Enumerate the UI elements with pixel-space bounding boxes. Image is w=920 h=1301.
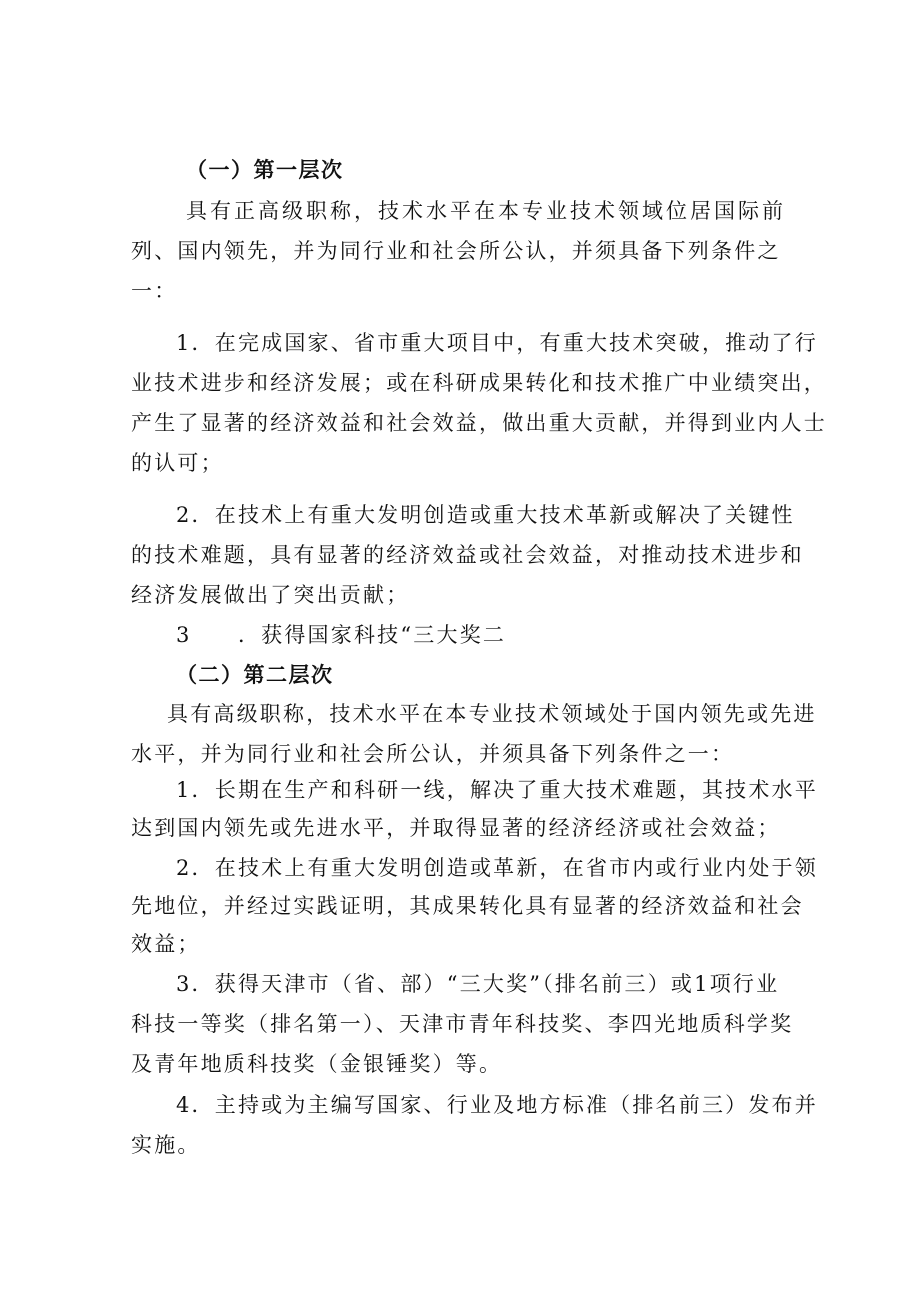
section2-intro-line-2: 水平，并为同行业和社会所公认，并须具备下列条件之一： xyxy=(131,742,735,766)
section2-heading: （二）第二层次 xyxy=(176,663,334,687)
section1-item1-line-1: 1．在完成国家、省市重大项目中，有重大技术突破，推动了行 xyxy=(176,331,818,355)
section1-item3-line-1: 3 ．获得国家科技“三大奖二 xyxy=(176,623,507,647)
section1-intro-line-3: 一： xyxy=(131,279,178,303)
section2-item1-line-2: 达到国内领先或先进水平，并取得显著的经济经济或社会效益； xyxy=(131,816,781,840)
section1-heading: （一）第一层次 xyxy=(186,158,344,182)
section1-item1-line-4: 的认可； xyxy=(131,451,224,475)
section1-item1-line-3: 产生了显著的经济效益和社会效益，做出重大贡献，并得到业内人士 xyxy=(131,411,827,435)
section1-item1-line-2: 业技术进步和经济发展；或在科研成果转化和技术推广中业绩突出， xyxy=(131,371,827,395)
section1-item2-line-1: 2．在技术上有重大发明创造或重大技术革新或解决了关键性 xyxy=(176,503,795,527)
section2-item1-line-1: 1．长期在生产和科研一线，解决了重大技术难题，其技术水平 xyxy=(176,778,818,802)
section2-item3-line-2: 科技一等奖（排名第一）、天津市青年科技奖、李四光地质科学奖 xyxy=(131,1012,794,1036)
section2-item4-line-1: 4．主持或为主编写国家、行业及地方标准（排名前三）发布并 xyxy=(176,1093,818,1117)
section2-item4-line-2: 实施。 xyxy=(131,1133,201,1157)
section1-intro-line-2: 列、国内领先，并为同行业和社会所公认，并须具备下列条件之 xyxy=(131,239,781,263)
section2-item3-line-1: 3．获得天津市（省、部）“三大奖”（排名前三）或1项行业 xyxy=(176,972,780,996)
section2-item2-line-2: 先地位，并经过实践证明，其成果转化具有显著的经济效益和社会 xyxy=(131,894,804,918)
section1-item2-line-2: 的技术难题，具有显著的经济效益或社会效益，对推动技术进步和 xyxy=(131,543,804,567)
section1-intro-line-1: 具有正高级职称，技术水平在本专业技术领域位居国际前 xyxy=(186,199,786,223)
section2-item2-line-3: 效益； xyxy=(131,932,201,956)
section2-intro-line-1: 具有高级职称，技术水平在本专业技术领域处于国内领先或先进 xyxy=(167,702,817,726)
section2-item3-line-3: 及青年地质科技奖（金银锤奖）等。 xyxy=(131,1052,503,1076)
section2-item2-line-1: 2．在技术上有重大发明创造或革新，在省市内或行业内处于领 xyxy=(176,856,818,880)
section1-item2-line-3: 经济发展做出了突出贡献； xyxy=(131,583,410,607)
